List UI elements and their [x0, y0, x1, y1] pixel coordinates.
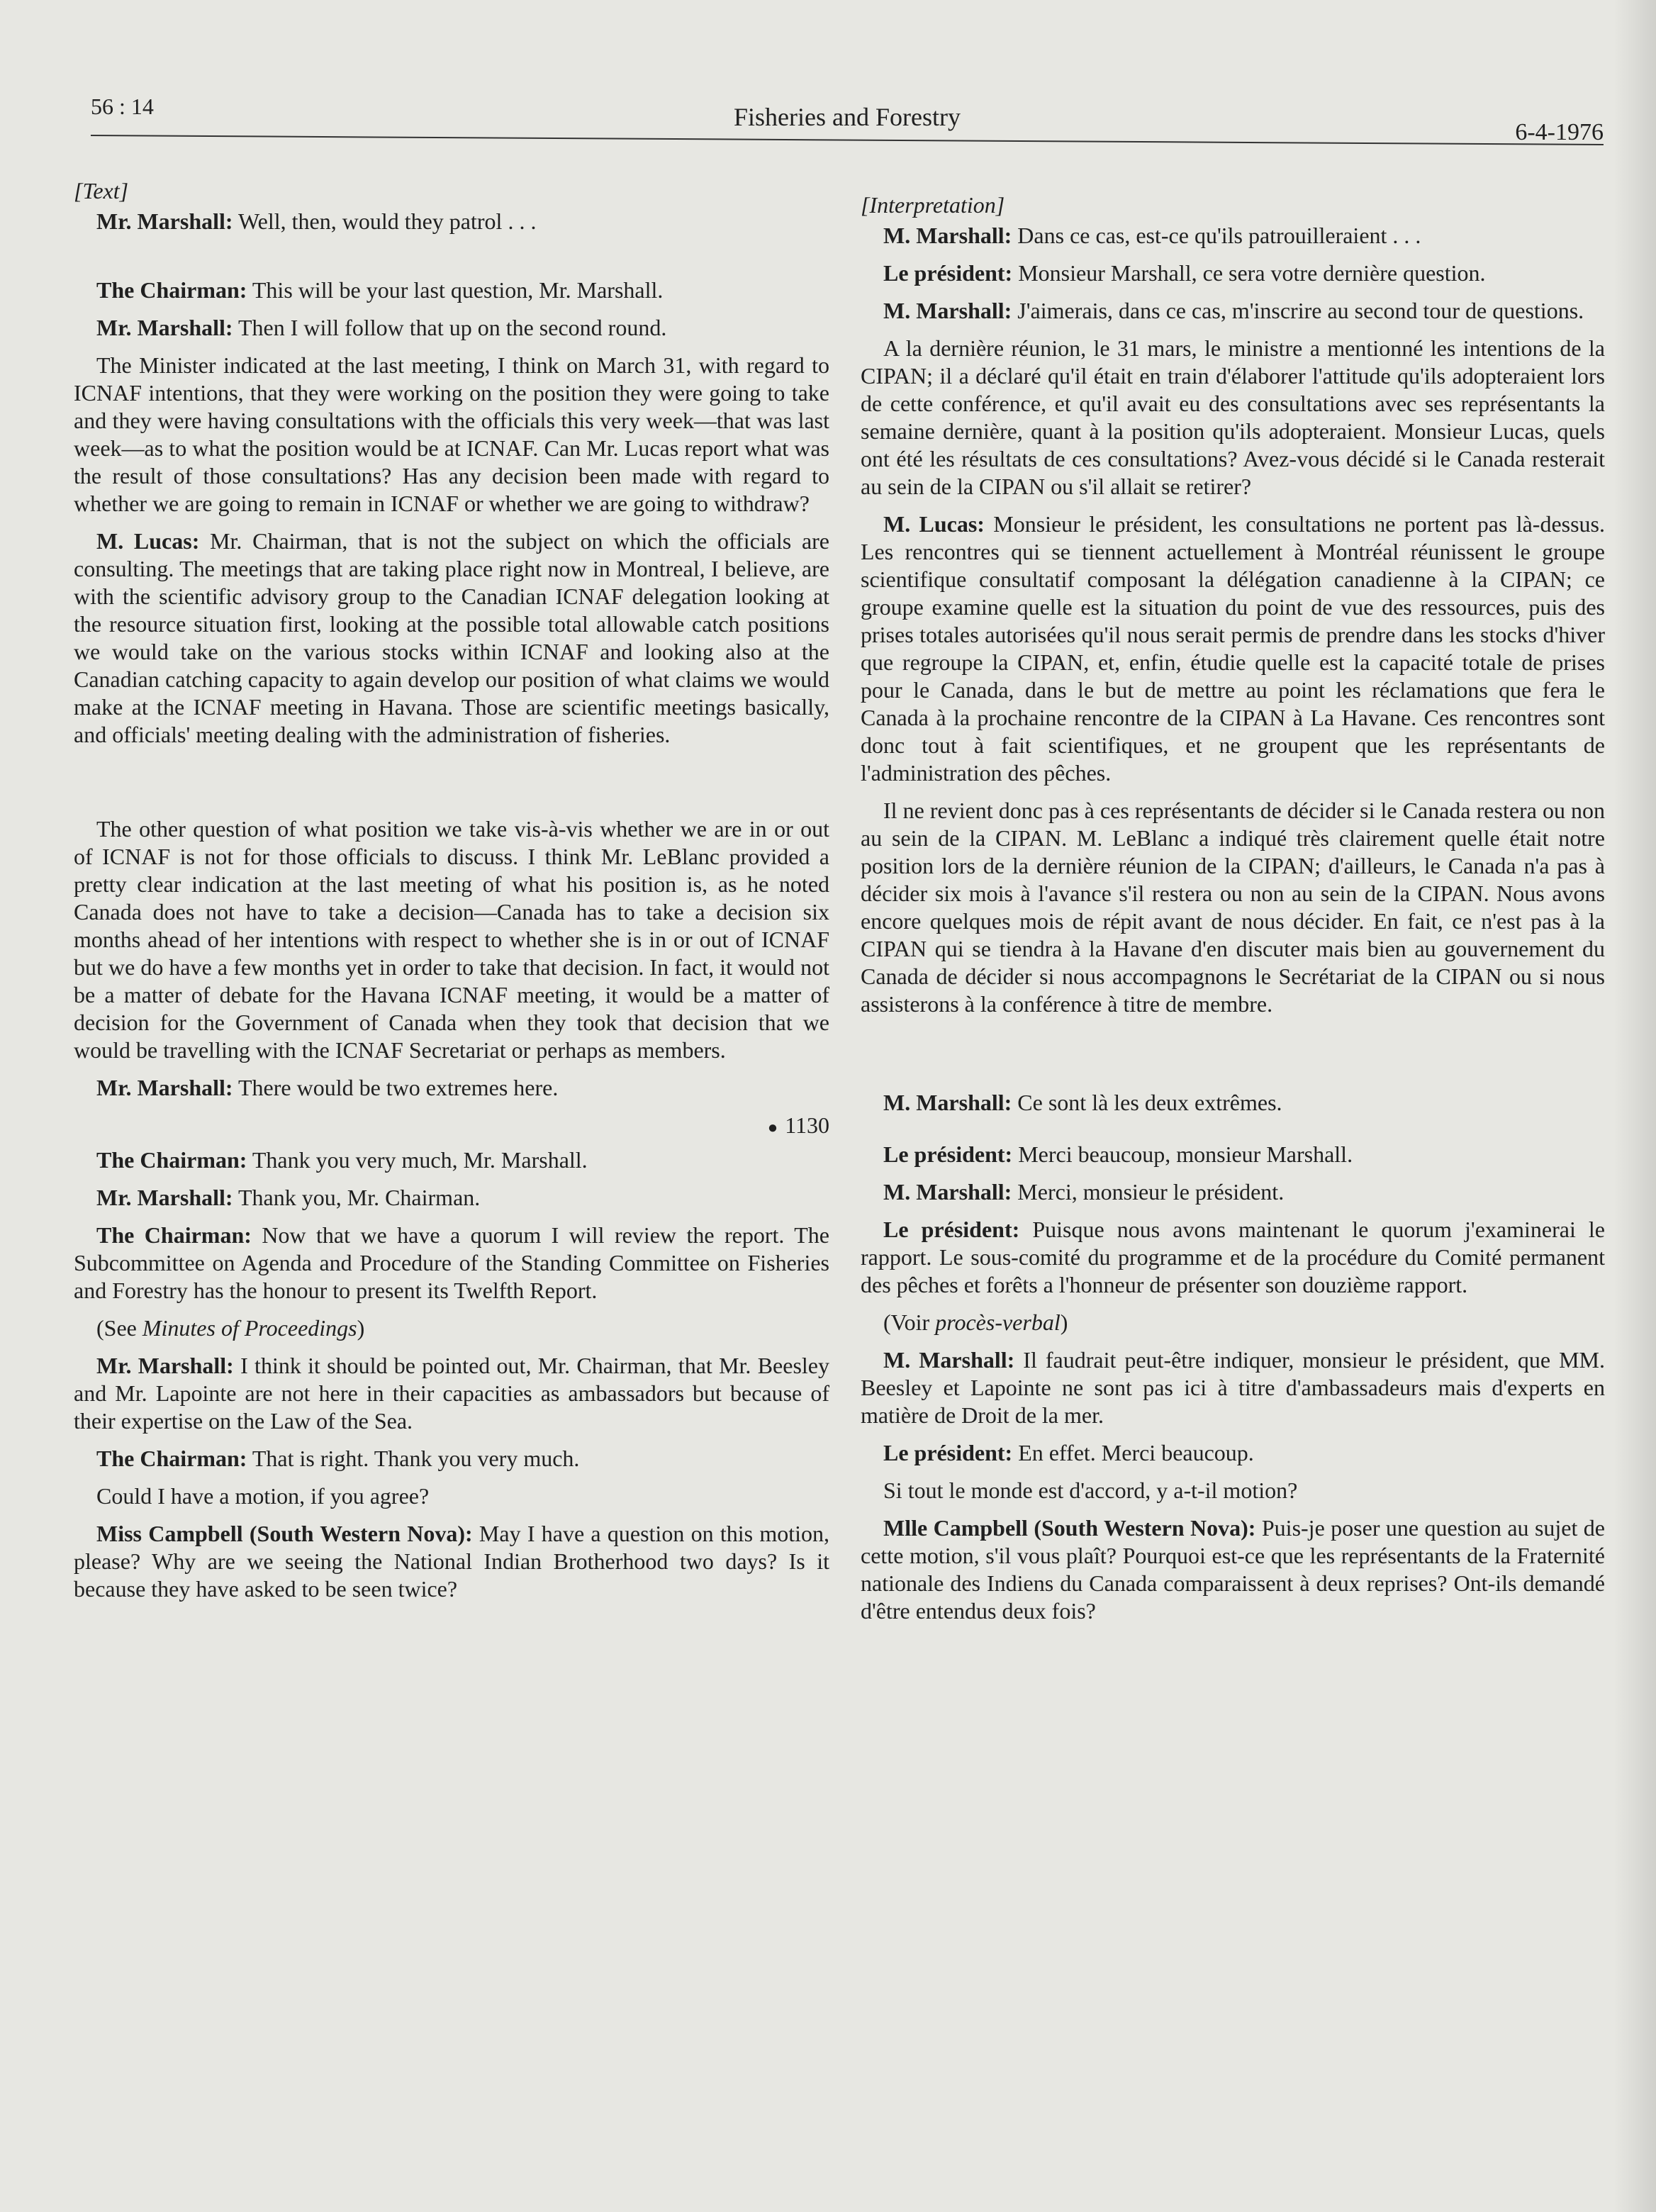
speech: Il faudrait peut-être indiquer, monsieur le président, que MM. Beesley et Lapointe ne sont pas ici à titre d'ambassadeurs mais d'experts en matière de Droit de la mer.: [861, 1347, 1605, 1428]
paragraph: Si tout le monde est d'accord, y a-t-il motion?: [883, 1478, 1298, 1503]
speech: J'aimerais, dans ce cas, m'inscrire au second tour de questions.: [1012, 298, 1584, 323]
speaker: Mr. Marshall:: [96, 1353, 234, 1378]
see-reference: (Voir procès-verbal): [883, 1309, 1068, 1335]
speaker: The Chairman:: [96, 277, 247, 303]
bullet-icon: ●: [767, 1119, 778, 1137]
paragraph: [74, 208, 829, 235]
paragraph: [74, 1222, 829, 1305]
speaker: Le président:: [883, 260, 1013, 286]
speech: Then I will follow that up on the second round.: [233, 315, 667, 340]
speaker: The Chairman:: [96, 1446, 247, 1471]
paragraph: [861, 1514, 1605, 1625]
speech: Thank you very much, Mr. Marshall.: [247, 1147, 588, 1173]
speaker: Mr. Marshall:: [96, 1075, 233, 1100]
paragraph: [74, 1184, 829, 1212]
speech: Merci, monsieur le président.: [1012, 1179, 1285, 1205]
speaker: M. Marshall:: [883, 1347, 1015, 1373]
running-title: Fisheries and Forestry: [734, 103, 961, 131]
timestamp-marker: [74, 1112, 829, 1142]
speech: Mr. Chairman, that is not the subject on which the officials are consulting. The meetings that are taking place right now in Montreal, I believe, are with the scientific advisory group to the Canadian ICNAF delegation looking at the resource situation first, looking at the possible total allowable catch positions we would take on the various stocks within ICNAF and looking also at the Canadian catching capacity to again develop our position of what claims we would make at the ICNAF meeting in Havana. Those are scientific meetings basically, and officials' meeting dealing with the administration of fisheries.: [74, 528, 830, 747]
speech: May I have a question on this motion, please? Why are we seeing the National Indian Brotherhood two days? Is it because they have asked to be seen twice?: [74, 1521, 829, 1602]
paragraph: [74, 1146, 829, 1174]
speaker: Mr. Marshall:: [96, 1185, 233, 1210]
section-label: [Interpretation]: [861, 192, 1005, 218]
paragraph: [861, 1439, 1605, 1467]
speech: Monsieur le président, les consultations ne portent pas là-dessus. Les rencontres qui se tiennent actuellement à Montréal réunissent le groupe scientifique consultatif composant la délégation canadienne à la CIPAN; ce groupe examine quelle est la situation du point de vue des ressources, puis des prises totales autorisées qu'il nous serait permis de prendre dans les stocks d'hiver que regroupe la CIPAN, et, enfin, étudie quelle est la capacité totale de prises pour le Canada, dans le but de mettre au point les réclamations que fera le Canada à la prochaine rencontre de la CIPAN à La Havane. Ces rencontres sont donc tout à fait scientifiques, et ne groupent que les représentants de l'administration des pêches.: [861, 511, 1606, 786]
speaker: Mlle Campbell (South Western Nova):: [883, 1515, 1256, 1541]
paragraph: A la dernière réunion, le 31 mars, le ministre a mentionné les intentions de la CIPAN; il a déclaré qu'il était en train d'élaborer l'attitude qu'ils adopteraient lors de cette conférence, et qu'il avait eu des consultations avec ses représentants la semaine dernière, quant à la position qu'ils adopteraient. Monsieur Lucas, quels ont été les résultats de ces consultations? Avez-vous décidé si le Canada resterait au sein de la CIPAN ou s'il allait se retirer?: [861, 335, 1605, 499]
paragraph: [861, 222, 1605, 250]
speech: This will be your last question, Mr. Marshall.: [247, 277, 664, 303]
paragraph: [861, 1141, 1605, 1168]
page-edge-shadow: [1613, 0, 1656, 2212]
paragraph: [74, 527, 829, 749]
speech: Puisque nous avons maintenant le quorum j'examinerai le rapport. Le sous-comité du programme et de la procédure du Comité permanent des pêches et forêts a l'honneur de présenter son douzième rapport.: [861, 1217, 1606, 1297]
speech: I think it should be pointed out, Mr. Chairman, that Mr. Beesley and Mr. Lapointe are not here in their capacities as ambassadors but because of their expertise on the Law of the Sea.: [74, 1353, 830, 1434]
meeting-date: 6-4-1976: [1515, 119, 1604, 145]
speaker: Mr. Marshall:: [96, 315, 233, 340]
speech: Dans ce cas, est-ce qu'ils patrouilleraient . . .: [1012, 223, 1421, 248]
speaker: Miss Campbell (South Western Nova):: [96, 1521, 473, 1546]
paragraph: [861, 1346, 1605, 1429]
speech: Well, then, would they patrol . . .: [233, 208, 537, 234]
page-header: [91, 89, 1604, 145]
speech: There would be two extremes here.: [233, 1075, 559, 1100]
paragraph: [861, 297, 1605, 325]
paragraph: [861, 1178, 1605, 1206]
paragraph: [861, 259, 1605, 287]
paragraph: Could I have a motion, if you agree?: [96, 1483, 430, 1509]
paragraph: [861, 510, 1605, 787]
paragraph: [74, 1520, 829, 1603]
paragraph: [74, 1352, 829, 1435]
speech: Thank you, Mr. Chairman.: [233, 1185, 481, 1210]
speaker: M. Marshall:: [883, 1179, 1012, 1205]
speaker: M. Lucas:: [883, 511, 985, 537]
speaker: M. Lucas:: [96, 528, 200, 554]
paragraph: [74, 1445, 829, 1473]
speaker: M. Marshall:: [883, 223, 1012, 248]
see-reference: (See Minutes of Proceedings): [96, 1315, 365, 1341]
paragraph: The other question of what position we take vis-à-vis whether we are in or out of ICNAF is not for those officials to discuss. I think Mr. LeBlanc provided a pretty clear indication at the last meeting of what his position is, as he noted Canada does not have to take a decision—Canada has to take a decision six months ahead of her intentions with respect to whether she is in or out of ICNAF but we do have a few months yet in order to take that decision. In fact, it would not be a matter of debate for the Havana ICNAF meeting, it would be a matter of decision for the Government of Canada when they took that decision that we would be travelling with the ICNAF Secretariat or perhaps as members.: [74, 816, 829, 1063]
speech: That is right. Thank you very much.: [247, 1446, 580, 1471]
speaker: Le président:: [883, 1141, 1013, 1167]
paragraph: [74, 276, 829, 304]
paragraph: [861, 1216, 1605, 1299]
speech: Ce sont là les deux extrêmes.: [1012, 1090, 1282, 1115]
speech: En effet. Merci beaucoup.: [1012, 1440, 1254, 1465]
speaker: The Chairman:: [96, 1222, 252, 1248]
speaker: Le président:: [883, 1217, 1020, 1242]
speech: Monsieur Marshall, ce sera votre dernière question.: [1012, 260, 1486, 286]
paragraph: [861, 1089, 1605, 1117]
speaker: Le président:: [883, 1440, 1013, 1465]
page-number: 56 : 14: [91, 94, 154, 119]
paragraph: [74, 1074, 829, 1102]
speech: Merci beaucoup, monsieur Marshall.: [1012, 1141, 1353, 1167]
paragraph: [74, 314, 829, 342]
english-column: [74, 177, 829, 1613]
speaker: M. Marshall:: [883, 1090, 1012, 1115]
paragraph: The Minister indicated at the last meeting, I think on March 31, with regard to ICNAF intentions, that they were working on the position they were going to take and they were having consultations with the officials this very week—that was last week—as to what the position would be at ICNAF. Can Mr. Lucas report what was the result of those consultations? Has any decision been made with regard to whether we are going to remain in ICNAF or whether we are going to withdraw?: [74, 352, 829, 516]
french-column: [861, 191, 1605, 1635]
speech: Puis-je poser une question au sujet de cette motion, s'il vous plaît? Pourquoi est-ce que les représentants de la Fraternité nationale des Indiens du Canada comparaissent à deux reprises? Ont-ils demandé d'être entendus deux fois?: [861, 1515, 1606, 1624]
header-rule: [91, 135, 1604, 145]
speech: Now that we have a quorum I will review the report. The Subcommittee on Agenda and Procedure of the Standing Committee on Fisheries and Forestry has the honour to present its Twelfth Report.: [74, 1222, 830, 1303]
speaker: The Chairman:: [96, 1147, 247, 1173]
timestamp: 1130: [785, 1112, 829, 1138]
speaker: Mr. Marshall:: [96, 208, 233, 234]
paragraph: Il ne revient donc pas à ces représentants de décider si le Canada restera ou non au sein de la CIPAN. M. LeBlanc a indiqué très clairement quelle était notre position lors de la dernière réunion de la CIPAN; d'ailleurs, le Canada n'a pas à décider six mois à l'avance s'il restera ou non au sein de la CIPAN. Nous avons encore quelques mois de répit avant de nous décider. En fait, ce n'est pas à la CIPAN qui se tiendra à la Havane d'en discuter mais bien au gouvernement du Canada de décider si nous accompagnons le Secrétariat de la CIPAN ou si nous assisterons à la conférence à titre de membre.: [861, 798, 1605, 1017]
speaker: M. Marshall:: [883, 298, 1012, 323]
section-label: [Text]: [74, 178, 129, 203]
